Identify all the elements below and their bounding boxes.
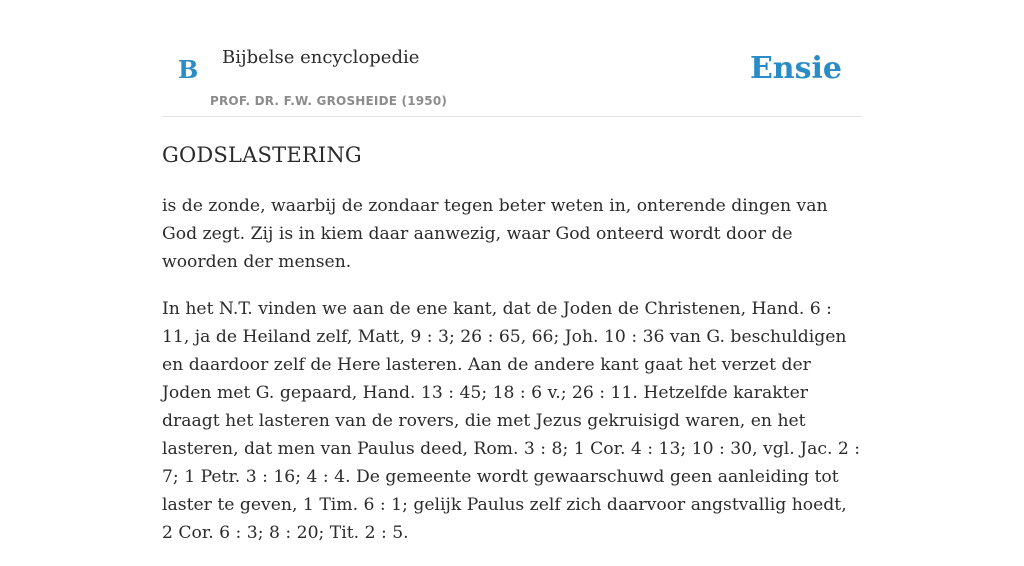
article-paragraph: In het N.T. vinden we aan de ene kant, dat de Joden de Christenen, Hand. 6 : 11, ja de Heiland zelf, Matt, 9 : 3; 26 : 65, 66; Joh. 10 : 36 van G. beschuldigen en daardoor zelf de Here lasteren. Aan de andere kant gaat het verzet der Joden met G. gepaard, Hand. 13 : 45; 18 : 6 v.; 26 : 11. Hetzelfde karakter draagt het lasteren van de rovers, die met Jezus gekruisigd waren, en het lasteren, dat men van Paulus deed, Rom. 3 : 8; 1 Cor. 4 : 13; 10 : 30, vgl. Jac. 2 : 7; 1 Petr. 3 : 16; 4 : 4. De gemeente wordt gewaarschuwd geen aanleiding tot laster te geven, 1 Tim. 6 : 1; gelijk Paulus zelf zich daarvoor angstvallig hoedt, 2 Cor. 6 : 3; 8 : 20; Tit. 2 : 5. (162, 299, 861, 543)
brand-logo[interactable]: Ensie (749, 51, 842, 86)
page-container (162, 0, 862, 543)
header (162, 0, 862, 117)
book-author: PROF. DR. F.W. GROSHEIDE (1950) (210, 94, 448, 108)
book-title[interactable]: Bijbelse encyclopedie (222, 47, 420, 68)
article-body (162, 192, 862, 566)
article-title: GODSLASTERING (162, 143, 362, 167)
book-letter-logo: B (178, 55, 199, 84)
article-paragraph: is de zonde, waarbij de zondaar tegen beter weten in, onterende dingen van God zegt. Zij is in kiem daar aanwezig, waar God onteerd wordt door de woorden der mensen. (162, 196, 828, 272)
